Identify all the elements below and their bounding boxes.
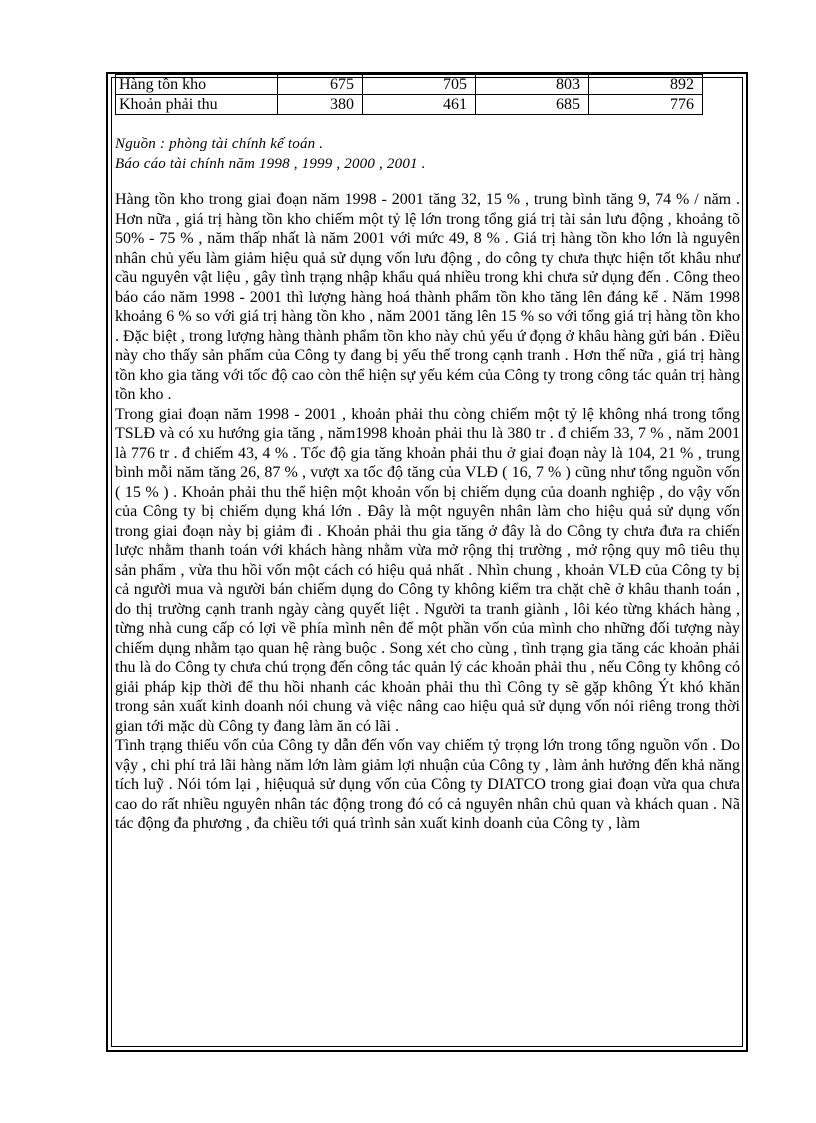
table-cell: 705 <box>363 75 476 95</box>
table-cell: 461 <box>363 95 476 115</box>
financial-table <box>115 74 703 115</box>
paragraph: Trong giai đoạn năm 1998 - 2001 , khoản phải thu còng chiếm một tỷ lệ không nhá trong tổng TSLĐ và có xu hướng gia tăng , năm1998 khoản phải thu là 380 tr . đ chiếm 33, 7 % , năm 2001 là 776 tr . đ chiếm 43, 4 % . Tốc độ gia tăng khoản phải thu ở giai đoạn này là 104, 21 % , trung bình mỗi năm tăng 26, 87 % , vượt xa tốc độ tăng của VLĐ ( 16, 7 % ) cũng như tổng nguồn vốn ( 15 % ) . Khoản phải thu thể hiện một khoản vốn bị chiếm dụng của doanh nghiệp , do vậy vốn của Công ty bị chiếm dụng khá lớn . Đây là một nguyên nhân làm cho hiệu quả sử dụng vốn trong giai đoạn này bị giảm đi . Khoản phải thu gia tăng ở đây là do Công ty chưa đưa ra chiến lược nhằm thanh toán với khách hàng nhằm vừa mở rộng thị trường , mở rộng quy mô tiêu thụ sản phẩm , vừa thu hồi vốn một cách có hiệu quả nhất . Nhìn chung , khoản VLĐ của Công ty bị cả người mua và người bán chiếm dụng do Công ty không kiểm tra chặt chẽ ở khâu thanh toán , do thị trường cạnh tranh ngày càng quyết liệt . Người ta tranh giành , lôi kéo từng khách hàng , từng nhà cung cấp có lợi về phía mình nên để một phần vốn của mình cho những đối tượng này chiếm dụng nhằm tạo quan hệ ràng buộc . Song xét cho cùng , tình trạng gia tăng các khoản phải thu là do Công ty chưa chú trọng đến công tác quản lý các khoản phải thu , nếu Công ty không có giải pháp kịp thời để thu hồi nhanh các khoản phải thu thì Công ty sẽ gặp không Ýt khó khăn trong sản xuất kinh doanh nói chung và việc nâng cao hiệu quả sử dụng vốn nói riêng trong thời gian tới mặc dù Công ty đang làm ăn có lãi . <box>115 405 740 735</box>
table-cell: 685 <box>476 95 589 115</box>
table-cell: 380 <box>278 95 363 115</box>
table-row <box>116 75 703 95</box>
source-line: Nguồn : phòng tài chính kế toán . <box>115 136 324 152</box>
row-label: Hàng tồn kho <box>116 75 278 95</box>
table-cell: 776 <box>589 95 703 115</box>
paragraph: Tình trạng thiếu vốn của Công ty dẫn đến vốn vay chiếm tỷ trọng lớn trong tổng nguồn vốn . Do vậy , chi phí trả lãi hàng năm lớn làm giảm lợi nhuận của Công ty , làm ảnh hưởng đến khả năng tích luỹ . Nói tóm lại , hiệuquả sử dụng vốn của Công ty DIATCO trong giai đoạn vừa qua chưa cao do rất nhiều nguyên nhân tác động trong đó có cả nguyên nhân chủ quan và khách quan . Nã tác động đa phương , đa chiều tới quá trình sản xuất kinh doanh của Công ty , làm <box>115 737 740 832</box>
source-note <box>115 134 740 174</box>
table-row <box>116 95 703 115</box>
body-text <box>115 190 740 834</box>
table-cell: 803 <box>476 75 589 95</box>
table-cell: 892 <box>589 75 703 95</box>
row-label: Khoản phải thu <box>116 95 278 115</box>
document-content <box>115 74 740 834</box>
paragraph: Hàng tồn kho trong giai đoạn năm 1998 - 2001 tăng 32, 15 % , trung bình tăng 9, 74 % / năm . Hơn nữa , giá trị hàng tồn kho chiếm một tỷ lệ lớn trong tổng giá trị tài sản lưu động , khoảng tõ 50% - 75 % , năm thấp nhất là năm 2001 với mức 49, 8 % . Giá trị hàng tồn kho lớn là nguyên nhân chủ yếu làm giảm hiệu quả sử dụng vốn lưu động , do công ty chưa thực hiện tốt khâu như cầu nguyên vật liệu , gây tình trạng nhập khẩu quá nhiều trong khi chưa sử dụng đến . Công theo báo cáo năm 1998 - 2001 thì lượng hàng hoá thành phẩm tồn kho tăng lên đáng kể . Năm 1998 khoảng 6 % so với giá trị hàng tồn kho , năm 2001 tăng lên 15 % so với tổng giá trị hàng tồn kho . Đặc biệt , trong lượng hàng thành phẩm tồn kho này chủ yếu ứ đọng ở khâu hàng gửi bán . Điều này cho thấy sản phẩm của Công ty đang bị yếu thế trong cạnh tranh . Hơn thế nữa , giá trị hàng tồn kho gia tăng với tốc độ cao còn thể hiện sự yếu kém của Công ty trong công tác quản trị hàng tồn kho . <box>115 191 740 403</box>
source-line: Báo cáo tài chính năm 1998 , 1999 , 2000 , 2001 . <box>115 156 426 172</box>
table-cell: 675 <box>278 75 363 95</box>
